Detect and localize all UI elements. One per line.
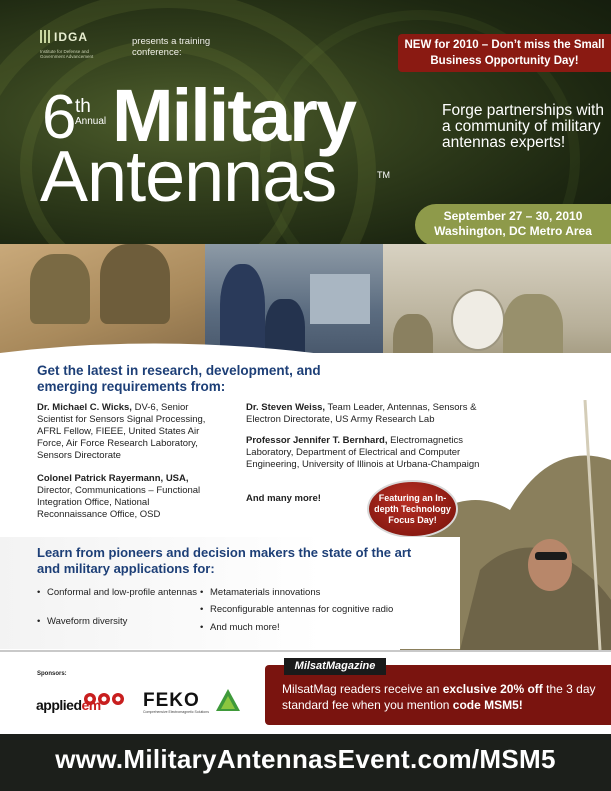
tagline: Forge partnerships with a community of military antennas experts! — [442, 102, 604, 151]
speaker-name: Dr. Steven Weiss, — [246, 402, 326, 413]
title-military: Military — [112, 74, 356, 157]
milsat-offer-text — [282, 681, 602, 713]
topic-bullet: • Metamaterials innovations — [200, 587, 440, 599]
feko-subtitle: Comprehensive Electromagnetic Solutions — [143, 710, 209, 714]
speaker-name: Colonel Patrick Rayermann, USA, — [37, 473, 189, 484]
feko-logo: FEKO — [143, 690, 200, 711]
idga-logo-name: IDGA — [54, 30, 88, 44]
new-for-2010-banner: NEW for 2010 – Don’t miss the Small Business Opportunity Day! — [398, 34, 611, 72]
speakers-heading: Get the latest in research, development, and emerging requirements from: — [37, 363, 321, 394]
speaker-description: Director, Communications – Functional Integration Office, National Reconnaissance Office, OSD — [37, 485, 201, 520]
speaker-entry — [37, 402, 222, 462]
offer-discount: exclusive 20% off — [442, 682, 543, 696]
soldier-figure — [100, 244, 170, 324]
learn-heading: Learn from pioneers and decision makers the state of the art and military applications for: — [37, 545, 412, 576]
edition-number: 6 — [42, 83, 77, 152]
speaker-description: Team Leader, Antennas, Sensors & Electron Directorate, US Army Research Lab — [246, 402, 477, 425]
speaker-entry — [37, 473, 222, 521]
sponsors-label: Sponsors: — [37, 671, 67, 677]
idga-logo-icon — [40, 30, 52, 43]
speaker-name: Dr. Michael C. Wicks, — [37, 402, 132, 413]
feko-triangle-icon — [215, 688, 241, 712]
topic-bullet: • Waveform diversity — [37, 616, 197, 628]
event-url-link[interactable]: www.MilitaryAntennasEvent.com/MSM5 — [55, 744, 556, 774]
topic-bullet: • And much more! — [200, 622, 440, 634]
milsat-magazine-tag: MilsatMagazine — [284, 658, 386, 675]
focus-day-badge: Featuring an In-depth Technology Focus Day! — [367, 480, 458, 538]
speaker-description: DV-6, Senior Scientist for Sensors Signal Processing, AFRL Fellow, FIEEE, United States Air Force, Air Force Research Laboratory, Sensors Directorate — [37, 402, 206, 461]
offer-text: the 3 day standard fee when you mention — [282, 682, 596, 712]
equipment-panel — [310, 274, 370, 324]
speaker-entry — [246, 402, 491, 426]
topic-bullet: • Conformal and low-profile antennas — [37, 587, 197, 599]
event-date-box — [415, 204, 611, 246]
applied-em-prefix: applied — [36, 697, 82, 713]
event-location: Washington, DC Metro Area — [434, 224, 592, 238]
speaker-description: Electromagnetics Laboratory, Department of Electrical and Computer Engineering, University of Illinois at Urbana-Champaign — [246, 435, 480, 470]
speaker-entry — [246, 435, 491, 471]
applied-em-logo — [36, 697, 101, 713]
applied-em-suffix: em — [81, 697, 101, 713]
title-antennas: Antennas — [40, 137, 337, 217]
edition-suffix: th — [75, 96, 91, 117]
soldier-figure — [30, 254, 90, 324]
edition-annual: Annual — [75, 116, 107, 127]
trademark-mark: TM — [377, 170, 390, 180]
offer-code: code MSM5! — [452, 698, 523, 712]
idga-logo-subtitle: Institute for Defense and Government Advancement — [40, 49, 94, 59]
idga-logo — [40, 30, 110, 59]
topic-bullet: • Reconfigurable antennas for cognitive radio — [200, 604, 440, 616]
offer-text: MilsatMag readers receive an — [282, 682, 443, 696]
presents-text: presents a training conference: — [132, 36, 211, 58]
speaker-name: Professor Jennifer T. Bernhard, — [246, 435, 388, 446]
and-many-more: And many more! — [246, 493, 321, 504]
event-dates: September 27 – 30, 2010 — [443, 209, 583, 223]
